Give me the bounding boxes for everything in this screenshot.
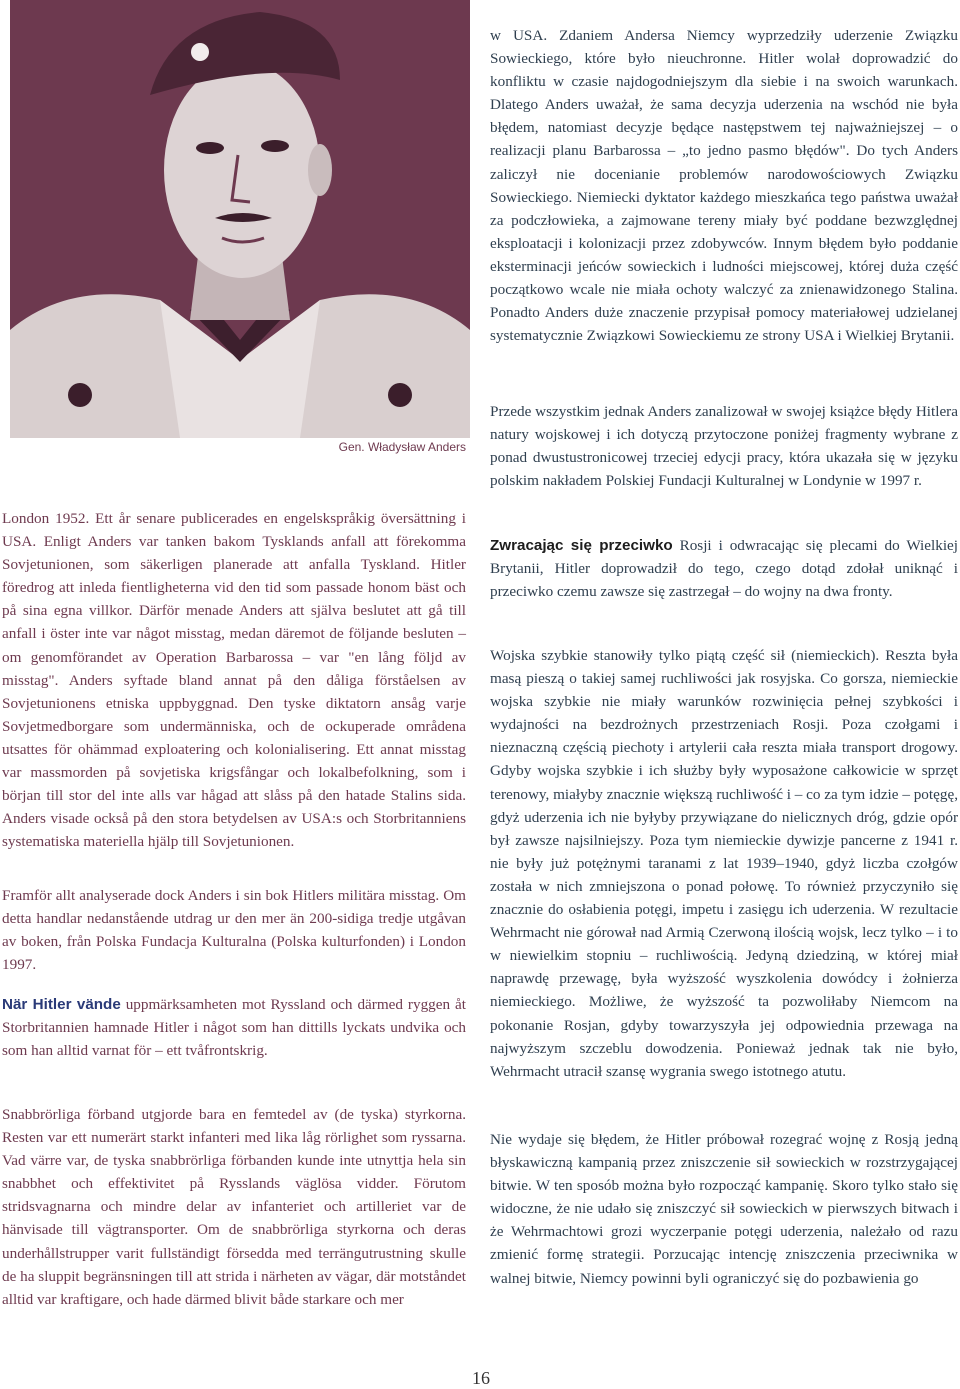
polish-paragraph-2: Przede wszystkim jednak Anders zanalizował w swojej książce błędy Hitlera natury wojskowej i ich dotyczą przytoczone poniżej fragmenty wybrane z ponad dwustustronicowej trzeciej edycji pracy, która ukazała się w języku polskim nakładem Polskiej Fundacji Kulturalnej w Londynie w 1997 r. — [490, 403, 958, 490]
page-number: 16 — [472, 1368, 490, 1388]
photo-caption: Gen. Władysław Anders — [338, 440, 466, 454]
polish-lead-in: Zwracając się przeciwko — [490, 537, 673, 554]
swedish-paragraph-2: Framför allt analyserade dock Anders i sin bok Hitlers militära misstag. Om detta handlar nedanstående utdrag ur den mer än 200-sidiga tredje utgåvan av boken, från Polska Fundacja Kulturalna (Polska kulturfonden) i London 1997. — [2, 887, 466, 974]
swedish-paragraph-3: När Hitler vände uppmärksamheten mot Ryssland och därmed ryggen åt Storbritannien hamnade Hitler i något som han dittills lyckats undvika och som han alltid varnat för – ett tvåfrontskrig. — [2, 996, 466, 1060]
polish-paragraph-1: w USA. Zdaniem Andersa Niemcy wyprzedziły uderzenie Związku Sowieckiego, które było nieuchronne. Hitler wolał doprowadzić do konfliktu w czasie najdogodniejszym dla siebie i na swoich warunkach. Dlatego Anders uważał, że sama decyzja uderzenia na wschód nie była błędem, natomiast decyzje będące następstwem tej najważniejszej – o realizacji planu Barbarossa – „to jedno pasmo błędów". Do tych Anders zaliczył nie docenianie problemów narodowościowych Związku Sowieckiego. Niemiecki dyktator każdego mieszkańca tego państwa uważał za podczłowieka, a zajmowane tereny miały być poddane bezwzględnej eksploatacji i kolonizacji przez zdobywców. Innym błędem było poddanie eksterminacji jeńców sowieckich i ludności miejscowej, której duża część początkowo wcale nie miała ochoty walczyć za znienawidzonego Stalina. Ponadto Anders duże znaczenie przypisał pomocy materiałowej udzielanej systematycznie Związkowi Sowieckiemu ze strony USA i Wielkiej Brytanii. — [490, 27, 958, 345]
swedish-paragraph-4: Snabbrörliga förband utgjorde bara en femtedel av (de tyska) styrkorna. Resten var ett numerärt starkt infanteri med lika låg rörlighet som ryssarna. Vad värre var, de tyska snabbrörliga förbanden kunde inte utnyttja hela sin snabbhet och effektivitet på Rysslands väglösa vidder. Förutom stridsvagnarna och mindre delar av infanteriet och artilleriet var de hänvisade till vägtransporter. Om de snabbrörliga styrkorna och deras underhållstrupper varit fullständigt försedda med terrängutrustning skulle de ha sluppit begränsningen till att strida i närheten av vägar, där motståndet alltid var kraftigare, och hade därmed blivit både starkare och mer — [2, 1106, 466, 1308]
portrait-photo — [10, 0, 470, 438]
portrait-illustration — [10, 0, 470, 438]
swedish-lead-in: När Hitler vände — [2, 996, 121, 1013]
swedish-paragraph-1: London 1952. Ett år senare publicerades en engelskspråkig översättning i USA. Enligt Anders var tanken bakom Tysklands anfall att förekomma Sovjetunionen, som säkerligen planerade att anfalla Tyskland. Hitler föredrog att inleda fientligheterna vid den tid som passade honom bäst och på sina egna villkor. Därför menade Anders att själva beslutet att gå till anfall i öster inte var något misstag, medan däremot de följande besluten – om genomförandet av Operation Barbarossa – var "en lång följd av misstag". Anders syftade bland annat på den dåliga förståelsen av Sovjetunionens etniska uppbyggnad. Den tyske diktatorn ansåg varje Sovjetmedborgare som undermänniska, och de ockuperade områdena utsattes för ohämmad exploatering och kolonialisering. Ett annat misstag var massmorden på sovjetiska krigsfångar och lokalbefolkning, som i början till stor del inte alls var hågad att slåss på den hatade Stalins sida. Anders visade också på den stora betydelsen av USA:s och Storbritanniens systematiska materiella hjälp till Sovjetunionen. — [2, 510, 466, 851]
polish-paragraph-5: Nie wydaje się błędem, że Hitler próbował rozegrać wojnę z Rosją jedną błyskawiczną kampanią przez zniszczenie sił sowieckich w rozstrzygającej bitwie. W ten sposób można było rozpocząć kampanię. Skoro tylko stało się widoczne, że nie udało się zniszczyć sił sowieckich w pierwszych bitwach i że Wehrmachtowi grozi wyczerpanie potęgi uderzenia, należało od razu zmienić formę strategii. Porzucając intencję zniszczenia przeciwnika w walnej bitwie, Niemcy powinni byli ograniczyć się do pozbawienia go — [490, 1131, 958, 1287]
polish-paragraph-4: Wojska szybkie stanowiły tylko piątą część sił (niemieckich). Reszta była masą pieszą o takiej samej ruchliwości jak rosyjska. Co gorsza, niemieckie wojska szybkie nie miały warunków rozwinięcia pełnej szybkości i wydajności na bezdrożnych przestrzeniach Rosji. Poza czołgami i nieznaczną częścią piechoty i artylerii cała reszta miała transport drogowy. Gdyby wojska szybkie i ich służby były wyposażone całkowicie w sprzęt terenowy, miałyby znacznie większą ruchliwość i – co za tym idzie – potęgę, gdyż uderzenia ich nie byłyby przywiązane do nielicznych dróg, gdzie opór był zawsze najsilniejszy. Poza tym niemieckie dywizje pancerne z 1941 r. nie były już potężnymi taranami z lat 1939–1940, gdyż liczba czołgów została w nich zmniejszona o ponad połowę. To również przyczyniło się znacznie do osłabienia potęgi, impetu i zasięgu ich uderzenia. W rezultacie Wehrmacht nie górował nad Armią Czerwoną ilością wojsk, lecz tylko – i to w niewielkim stopniu – ruchliwością. Jedyną dziedziną, w której miał naprawdę przewagę, była wyższość wyszkolenia dowódcy i żołnierza niemieckiego. Możliwe, że wyższość ta pozwoliłaby Niemcom na pokonanie Rosjan, gdyby towarzyszyła jej odpowiednia przewaga na najwyższym szczeblu dowodzenia. Ponieważ jednak tak nie było, Wehrmacht utracił szansę wygrania swego istotnego atutu. — [490, 647, 958, 1080]
polish-paragraph-3: Zwracając się przeciwko Rosji i odwracając się plecami do Wielkiej Brytanii, Hitler doprowadził do tego, czego dotąd zdołał uniknąć i przeciwko czemu zawsze się zastrzegał – do wojny na dwa fronty. — [490, 537, 959, 601]
